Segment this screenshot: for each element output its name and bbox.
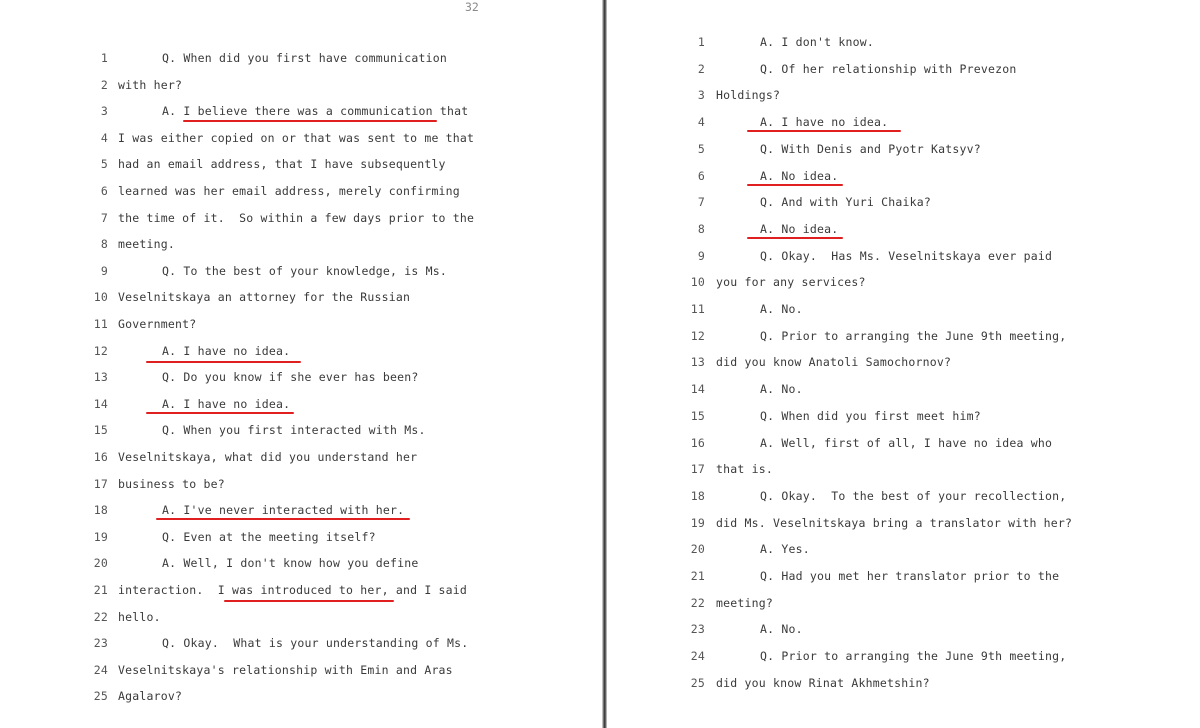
underline-annotation — [747, 130, 901, 132]
line-text: Q. Do you know if she ever has been? — [162, 370, 419, 385]
line-number: 18 — [690, 488, 705, 503]
transcript-line — [687, 462, 1187, 482]
line-text: I was either copied on or that was sent to me that — [118, 130, 475, 145]
transcript-line — [90, 689, 590, 709]
line-number: 9 — [697, 248, 705, 263]
line-text: Q. When you first interacted with Ms. — [162, 423, 426, 438]
line-number: 21 — [690, 569, 705, 583]
transcript-line — [90, 51, 590, 71]
line-text: A. No idea. — [760, 221, 839, 236]
line-number: 4 — [697, 115, 705, 130]
line-number: 6 — [697, 168, 705, 183]
line-number: 1 — [100, 51, 108, 65]
line-text: A. Yes. — [760, 542, 810, 557]
transcript-line — [90, 211, 590, 231]
transcript-line — [90, 477, 590, 497]
line-text: Q. Prior to arranging the June 9th meeting, — [760, 649, 1067, 664]
line-text: meeting. — [118, 237, 175, 252]
line-number: 23 — [93, 636, 108, 651]
transcript-line — [90, 317, 590, 337]
line-text: that is. — [716, 462, 773, 477]
line-number: 10 — [93, 290, 108, 305]
line-number: 23 — [690, 622, 705, 637]
line-number: 2 — [100, 77, 108, 92]
line-number: 17 — [93, 476, 108, 491]
line-text: business to be? — [118, 476, 225, 491]
transcript-line — [687, 329, 1187, 349]
transcript-line — [90, 636, 590, 656]
line-number: 11 — [93, 317, 108, 331]
line-text: Q. When did you first have communication — [162, 51, 447, 65]
line-text: Agalarov? — [118, 689, 183, 704]
transcript-page-right — [607, 0, 1200, 728]
line-number: 16 — [93, 450, 108, 464]
line-text: interaction. I was introduced to her, and I said — [118, 583, 468, 597]
line-number: 17 — [690, 462, 705, 477]
line-number: 4 — [100, 130, 108, 145]
line-number: 19 — [690, 515, 705, 530]
line-text: did Ms. Veselnitskaya bring a translator with her? — [716, 515, 1073, 530]
line-number: 3 — [697, 88, 705, 103]
transcript-line — [687, 489, 1187, 509]
line-number: 13 — [93, 370, 108, 385]
line-number: 1 — [697, 35, 705, 49]
transcript-line — [687, 35, 1187, 55]
line-text: A. No. — [760, 382, 803, 397]
line-number: 12 — [690, 328, 705, 343]
transcript-line — [90, 610, 590, 630]
transcript-line — [687, 569, 1187, 589]
transcript-line — [687, 436, 1187, 456]
line-text: did you know Anatoli Samochornov? — [716, 355, 952, 370]
line-text: A. I have no idea. — [760, 115, 889, 130]
line-text: Q. And with Yuri Chaika? — [760, 195, 931, 210]
transcript-line — [687, 275, 1187, 295]
line-text: Veselnitskaya's relationship with Emin and Aras — [118, 662, 453, 677]
transcript-line — [687, 542, 1187, 562]
line-number: 10 — [690, 275, 705, 290]
line-text: Q. When did you first meet him? — [760, 408, 981, 423]
transcript-line — [687, 516, 1187, 536]
line-number: 25 — [93, 689, 108, 704]
line-text: Veselnitskaya an attorney for the Russian — [118, 290, 411, 305]
transcript-line — [90, 530, 590, 550]
transcript-line — [687, 676, 1187, 696]
line-text: A. I don't know. — [760, 35, 874, 49]
line-number: 11 — [690, 302, 705, 316]
line-number: 13 — [690, 355, 705, 370]
line-number: 18 — [93, 503, 108, 518]
line-text: Q. Okay. To the best of your recollection, — [760, 488, 1067, 503]
line-text: A. I've never interacted with her. — [162, 503, 405, 518]
line-number: 20 — [93, 556, 108, 571]
transcript-line — [687, 596, 1187, 616]
line-number: 2 — [697, 61, 705, 76]
line-number: 19 — [93, 529, 108, 544]
line-text: A. I have no idea. — [162, 396, 291, 411]
line-text: A. Well, first of all, I have no idea who — [760, 435, 1053, 450]
line-number: 3 — [100, 104, 108, 119]
line-text: Government? — [118, 317, 197, 331]
line-text: you for any services? — [716, 275, 866, 290]
transcript-line — [687, 302, 1187, 322]
line-text: A. No idea. — [760, 168, 839, 183]
line-text: did you know Rinat Akhmetshin? — [716, 675, 930, 690]
transcript-line — [687, 622, 1187, 642]
transcript-line — [90, 450, 590, 470]
line-text: Q. Prior to arranging the June 9th meeting, — [760, 328, 1067, 343]
line-text: Q. Of her relationship with Prevezon — [760, 61, 1017, 76]
line-text: with her? — [118, 77, 183, 92]
underline-annotation — [156, 518, 410, 520]
line-number: 12 — [93, 343, 108, 358]
line-number: 7 — [697, 195, 705, 210]
transcript-line — [90, 290, 590, 310]
line-number: 22 — [690, 595, 705, 610]
transcript-line — [90, 78, 590, 98]
line-text: Q. With Denis and Pyotr Katsyv? — [760, 141, 981, 156]
line-text: A. I have no idea. — [162, 343, 291, 358]
underline-annotation — [183, 120, 437, 122]
transcript-line — [687, 649, 1187, 669]
transcript-line — [90, 663, 590, 683]
line-number: 21 — [93, 583, 108, 597]
line-number: 14 — [93, 396, 108, 411]
transcript-line — [90, 131, 590, 151]
transcript-line — [687, 142, 1187, 162]
line-number: 20 — [690, 542, 705, 557]
line-number: 8 — [697, 221, 705, 236]
transcript-line — [687, 382, 1187, 402]
line-text: the time of it. So within a few days prior to the — [118, 210, 475, 225]
transcript-line — [687, 409, 1187, 429]
line-number: 5 — [697, 141, 705, 156]
transcript-line — [90, 264, 590, 284]
line-number: 9 — [100, 263, 108, 278]
transcript-line — [90, 157, 590, 177]
line-number: 14 — [690, 382, 705, 397]
line-text: Q. Had you met her translator prior to the — [760, 569, 1060, 583]
line-text: Holdings? — [716, 88, 781, 103]
transcript-line — [90, 237, 590, 257]
line-text: Q. To the best of your knowledge, is Ms. — [162, 263, 447, 278]
line-text: A. No. — [760, 302, 803, 316]
line-text: Veselnitskaya, what did you understand her — [118, 450, 418, 464]
line-text: meeting? — [716, 595, 773, 610]
transcript-line — [90, 184, 590, 204]
line-number: 24 — [690, 649, 705, 664]
line-number: 24 — [93, 662, 108, 677]
line-text: A. Well, I don't know how you define — [162, 556, 419, 571]
line-number: 15 — [93, 423, 108, 438]
line-text: hello. — [118, 609, 161, 624]
underline-annotation — [747, 184, 843, 186]
line-number: 8 — [100, 237, 108, 252]
page-number: 32 — [465, 0, 479, 14]
line-number: 25 — [690, 675, 705, 690]
line-number: 15 — [690, 408, 705, 423]
transcript-line — [90, 370, 590, 390]
line-number: 7 — [100, 210, 108, 225]
line-number: 22 — [93, 609, 108, 624]
line-text: A. No. — [760, 622, 803, 637]
line-text: A. I believe there was a communication that — [162, 104, 469, 119]
line-text: had an email address, that I have subsequently — [118, 157, 446, 172]
transcript-line — [687, 62, 1187, 82]
transcript-line — [90, 503, 590, 523]
transcript-line — [687, 249, 1187, 269]
transcript-line — [687, 88, 1187, 108]
line-text: learned was her email address, merely confirming — [118, 184, 460, 198]
underline-annotation — [224, 600, 394, 602]
transcript-line — [687, 115, 1187, 135]
line-number: 16 — [690, 435, 705, 450]
transcript-line — [90, 556, 590, 576]
underline-annotation — [146, 361, 301, 363]
line-number: 6 — [100, 184, 108, 198]
line-text: Q. Even at the meeting itself? — [162, 529, 376, 544]
underline-annotation — [747, 237, 843, 239]
transcript-line — [687, 355, 1187, 375]
underline-annotation — [146, 412, 294, 414]
line-number: 5 — [100, 157, 108, 172]
transcript-line — [90, 423, 590, 443]
line-text: Q. Okay. Has Ms. Veselnitskaya ever paid — [760, 248, 1053, 263]
line-text: Q. Okay. What is your understanding of Ms. — [162, 636, 469, 651]
transcript-line — [687, 195, 1187, 215]
